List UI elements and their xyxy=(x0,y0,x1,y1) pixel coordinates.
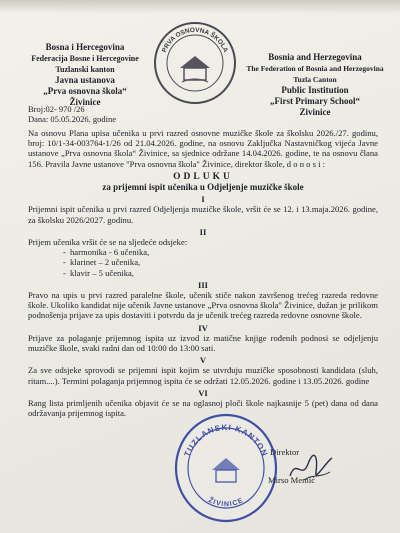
department-list xyxy=(28,247,378,278)
signature-role: Direktor xyxy=(270,447,300,457)
section-text: Rang lista primljenih učenika objavit će se na oglasnoj ploči škole najkasnije 5 (pet) dana od dana održavanja prijemnog ispita. xyxy=(28,398,378,419)
header-left-line: Tuzlanski kanton xyxy=(55,65,115,74)
header-right-line: The Federation of Bosnia and Herzegovina xyxy=(246,64,384,73)
seal-arc-text: PRVA OSNOVNA ŠKOLA xyxy=(161,26,229,54)
section-text: Prijemni ispit učenika u prvi razred Odjeljenja muzičke škole, vršit će se 12. i 13.maja.2026. godine, za školsku 2026/2027. godinu. xyxy=(28,204,378,225)
official-stamp-icon xyxy=(172,412,280,524)
signature-name: Mirso Memić xyxy=(268,475,316,485)
stamp-outer-text: TUZLANSKI KANTON xyxy=(182,422,270,459)
document-number: Broj:02- 970 /26 xyxy=(28,104,85,114)
header-left xyxy=(10,42,160,108)
header-right xyxy=(240,52,390,118)
section-number: V xyxy=(199,355,207,366)
section-number: III xyxy=(197,279,209,290)
header-right-line: Tuzla Canton xyxy=(293,75,337,84)
header-left-line: „Prva osnovna škola“ xyxy=(43,86,127,96)
document-title: ODLUKU xyxy=(173,171,233,182)
section-number: II xyxy=(199,226,207,237)
header-right-line: Public Institution xyxy=(281,85,349,95)
section-text: Pravo na upis u prvi razred paralelne škole, učenik stiče nakon završenog trećeg razreda redovne škole. Ukoliko kandidat nije učenik Javne ustanove „Prva osnovna škola" Živinice, dužan je prilikom podnošenja prijave za upis dostaviti i potvrdu da je učenik trećeg razreda redovne osnovne škole. xyxy=(28,290,378,321)
section-text: Prijem učenika vršit će se na sljedeće odsjeke: xyxy=(28,237,188,248)
stamp-inner-text: ŽIVINICE xyxy=(207,496,245,509)
document-subtitle: za prijemni ispit učenika u Odjeljenje muzičke škole xyxy=(102,182,304,193)
document-body xyxy=(28,128,378,418)
section-text: Za sve odsjeke sprovodi se prijemni ispit kojim se utvrđuju muzičke sposobnosti kandidata (sluh, ritam....). Termini polaganja prijemnog ispita će se održati 12.05.2026. godine i 13.05.2026. godine xyxy=(28,365,378,386)
section-number: VI xyxy=(198,387,208,398)
school-seal-icon xyxy=(152,20,238,106)
header-left-line: Bosna i Hercegovina xyxy=(45,42,125,52)
list-item: - harmonika - 6 učenika, xyxy=(68,247,378,257)
section-number: I xyxy=(201,194,205,205)
section-number: IV xyxy=(198,322,208,333)
intro-paragraph: Na osnovu Plana upisa učenika u prvi razred osnovne muzičke škole za školsku 2026./27. godinu, broj: 10/1-34-003764-1/26 od 21.04.2026. godine, na osnovu Zaključka Nastavničkog vijeća Javne ustanove „Prva osnovna škola“ Živinice, sa sjednice održane 14.04.2026. godine, te na osnovu člana 156. Pravila Javne ustanove "Prva osnovna škola" Živinice, direktor škole, d o n o s i : xyxy=(28,128,378,169)
handwritten-signature-icon xyxy=(286,450,336,486)
list-item: - klavir – 5 učenika, xyxy=(68,268,378,278)
list-item: - klarinet – 2 učenika, xyxy=(68,257,378,267)
header-left-line: Živinice xyxy=(69,97,101,107)
header-right-line: Bosnia and Herzegovina xyxy=(268,52,362,62)
page-shadow xyxy=(0,0,400,14)
section-text: Prijave za polaganje prijemnog ispita uz izvod iz matične knjige rođenih podnosi se odjeljenju muzičke škole, svaki radni dan od 10:00 do 13:00 sati. xyxy=(28,332,378,354)
document-meta xyxy=(28,104,116,124)
document-date: Dana: 05.05.2026. godine xyxy=(28,114,117,124)
header-left-line: Federacija Bosne i Hercegovine xyxy=(31,54,139,63)
header-left-line: Javna ustanova xyxy=(55,75,115,85)
header-right-line: Zivinice xyxy=(299,107,331,117)
header-right-line: „First Primary School“ xyxy=(270,96,360,106)
